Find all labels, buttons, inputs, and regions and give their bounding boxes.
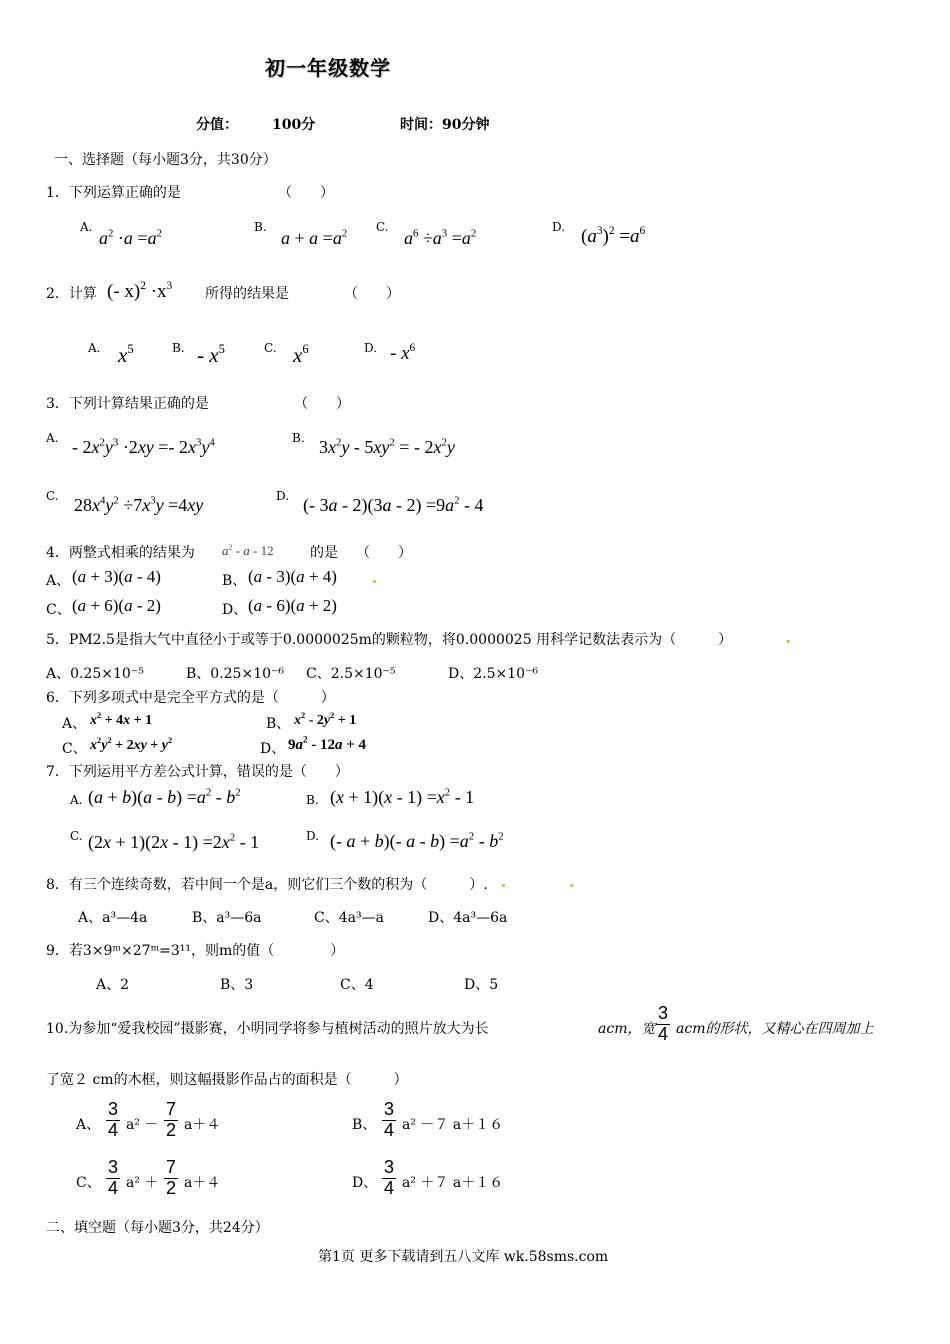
option-text: a＋４ bbox=[184, 1117, 221, 1133]
question-stem: 9．若3×9ᵐ×27ᵐ=3¹¹，则m的值（ ） bbox=[46, 943, 345, 959]
option-text: B、0.25×10⁻⁶ bbox=[186, 666, 285, 682]
option-label: A. bbox=[70, 793, 83, 807]
question-stem: acm，宽 bbox=[598, 1021, 656, 1037]
question-stem: 7．下列运用平方差公式计算，错误的是（ ） bbox=[46, 764, 349, 780]
option-label: D. bbox=[364, 341, 378, 355]
option-label: A、 bbox=[62, 716, 87, 732]
option-label: B、 bbox=[266, 716, 291, 732]
question-stem: 所得的结果是 bbox=[205, 286, 289, 302]
section-heading: 一、选择题（每小题3分，共30分） bbox=[54, 152, 277, 168]
option-formula: $x^2y^2 + 2xy + y^2$ bbox=[90, 736, 173, 753]
option-formula: $(a^3)^2 =a^6$ bbox=[581, 225, 646, 247]
answer-paren: （ ） bbox=[356, 545, 412, 561]
option-label: A. bbox=[80, 220, 93, 234]
option-label: D、 bbox=[260, 741, 286, 757]
option-formula: $a + a =a^2$ bbox=[281, 227, 348, 248]
answer-paren: （ ） bbox=[344, 286, 400, 302]
option-label: C、 bbox=[46, 602, 71, 618]
option-label: A. bbox=[88, 341, 101, 355]
option-text: C、4a³—a bbox=[314, 910, 384, 926]
option-label: A、 bbox=[46, 573, 71, 589]
option-text: B、a³—6a bbox=[192, 910, 262, 926]
fraction: $\frac{7}{2}$ bbox=[166, 1099, 177, 1140]
question-stem: 了宽２ cm的木框，则这幅摄影作品占的面积是（ ） bbox=[46, 1072, 408, 1088]
option-text: C、4 bbox=[340, 977, 374, 993]
page-footer: 第1页 更多下载请到五八文库 wk.58sms.com bbox=[318, 1249, 609, 1265]
option-formula: - $2x^2y^3 \cdot 2xy =- 2x^3y^4$ bbox=[72, 436, 215, 457]
option-label: A、 bbox=[76, 1117, 101, 1133]
option-label: C. bbox=[46, 489, 59, 503]
question-stem: 3．下列计算结果正确的是 bbox=[46, 396, 209, 412]
question-stem: 1．下列运算正确的是 bbox=[46, 185, 181, 201]
option-text: D、2.5×10⁻⁶ bbox=[448, 666, 539, 682]
stem-formula: $a^2$ - a - 12 bbox=[222, 542, 274, 558]
option-label: D. bbox=[552, 220, 566, 234]
option-formula: - $x^6$ bbox=[390, 342, 416, 364]
option-label: A. bbox=[46, 431, 59, 445]
option-label: B、 bbox=[352, 1117, 377, 1133]
option-text: a² ＋ bbox=[126, 1175, 159, 1191]
score-label: 分值： bbox=[196, 117, 238, 133]
question-stem: 4．两整式相乘的结果为 bbox=[46, 545, 195, 561]
speck bbox=[787, 640, 790, 643]
option-label: D. bbox=[306, 829, 320, 843]
option-label: B. bbox=[292, 431, 305, 445]
speck bbox=[502, 884, 505, 887]
option-formula: - $x^5$ bbox=[197, 342, 225, 367]
option-text: a² － bbox=[126, 1117, 159, 1133]
fraction: $\frac{3}{4}$ bbox=[384, 1157, 395, 1198]
question-stem: 8．有三个连续奇数，若中间一个是a，则它们三个数的积为（ ）. bbox=[46, 877, 488, 893]
option-text: D、4a³—6a bbox=[428, 910, 508, 926]
option-formula: (a + 6)(a - 2) bbox=[72, 596, 161, 615]
option-label: B. bbox=[172, 341, 185, 355]
question-stem: 6．下列多项式中是完全平方式的是（ ） bbox=[46, 690, 335, 706]
option-text: a² －７ a＋１６ bbox=[402, 1117, 504, 1133]
answer-paren: （ ） bbox=[278, 185, 334, 201]
option-label: C、 bbox=[76, 1175, 101, 1191]
option-formula: $a^6 \div a^3 =a^2$ bbox=[404, 227, 477, 248]
option-label: C. bbox=[376, 220, 389, 234]
option-formula: $a^2 \cdot a =a^2$ bbox=[99, 227, 162, 248]
option-formula: $x^5$ bbox=[118, 342, 134, 367]
speck bbox=[373, 580, 376, 583]
speck bbox=[570, 884, 573, 887]
question-stem: acm的形状，又精心在四周加上 bbox=[676, 1021, 874, 1037]
option-label: B. bbox=[254, 220, 267, 234]
option-text: a² ＋７ a＋１６ bbox=[402, 1175, 504, 1191]
question-stem: 的是 bbox=[310, 545, 338, 561]
option-text: B、3 bbox=[220, 977, 254, 993]
score-value: 100分 bbox=[272, 117, 316, 133]
option-formula: (- $3a - 2)(3a - 2) =9a^2 - 4$ bbox=[303, 494, 484, 515]
option-formula: $28x^4y^2 \div 7x^3y =4xy$ bbox=[74, 494, 204, 515]
option-text: D、5 bbox=[464, 977, 499, 993]
option-formula: $3x^2y - 5xy^2$ = - $2x^2y$ bbox=[319, 436, 455, 457]
option-formula: $x^2 - 2y^2 + 1$ bbox=[294, 711, 357, 728]
fraction: $\frac{3}{4}$ bbox=[108, 1157, 119, 1198]
option-text: A、2 bbox=[96, 977, 130, 993]
option-formula: $(a + b)(a - b) =a^2 - b^2$ bbox=[88, 786, 241, 807]
question-stem: 2．计算 bbox=[46, 286, 97, 302]
option-text: C、2.5×10⁻⁵ bbox=[306, 666, 396, 682]
option-label: C、 bbox=[62, 741, 87, 757]
question-stem: 5．PM2.5是指大气中直径小于或等于0.0000025m的颗粒物，将0.0000025 用科学记数法表示为（ ） bbox=[46, 632, 733, 648]
option-formula: $(2x + 1)(2x - 1) =2x^2 - 1$ bbox=[88, 831, 260, 852]
answer-paren: （ ） bbox=[294, 396, 350, 412]
option-text: A、0.25×10⁻⁵ bbox=[46, 666, 144, 682]
option-formula: $(x + 1)(x - 1) =x^2 - 1$ bbox=[330, 786, 475, 807]
option-label: D、 bbox=[352, 1175, 378, 1191]
option-label: B、 bbox=[222, 573, 247, 589]
option-formula: (a + 3)(a - 4) bbox=[72, 567, 161, 586]
option-formula: $x^6$ bbox=[293, 342, 309, 367]
fraction: $\frac{3}{4}$ bbox=[384, 1099, 395, 1140]
time-label: 时间：90分钟 bbox=[400, 117, 490, 133]
fraction: $\frac{7}{2}$ bbox=[166, 1157, 177, 1198]
section-heading: 二、填空题（每小题3分，共24分） bbox=[46, 1220, 269, 1236]
fraction: $\frac{3}{4}$ bbox=[658, 1003, 669, 1044]
stem-formula: (- $x)^2 \cdot x^3$ bbox=[107, 280, 173, 302]
option-formula: (a - 6)(a + 2) bbox=[248, 596, 337, 615]
option-label: B. bbox=[306, 793, 319, 807]
option-label: C. bbox=[264, 341, 277, 355]
option-label: C. bbox=[70, 829, 83, 843]
option-formula: $x^2 + 4x + 1$ bbox=[90, 711, 153, 728]
option-label: D、 bbox=[222, 602, 248, 618]
fraction: $\frac{3}{4}$ bbox=[108, 1099, 119, 1140]
option-formula: (a - 3)(a + 4) bbox=[248, 567, 337, 586]
option-formula: (- a + b)(- $a - b) =a^2 - b^2$ bbox=[330, 830, 504, 851]
option-text: A、a³—4a bbox=[78, 910, 148, 926]
question-stem: 10.为参加“爱我校园”摄影赛，小明同学将参与植树活动的照片放大为长 bbox=[46, 1021, 489, 1037]
option-formula: $9a^2 - 12a + 4$ bbox=[288, 734, 367, 753]
page-title: 初一年级数学 bbox=[265, 56, 391, 80]
option-text: a＋４ bbox=[184, 1175, 221, 1191]
option-label: D. bbox=[276, 489, 290, 503]
